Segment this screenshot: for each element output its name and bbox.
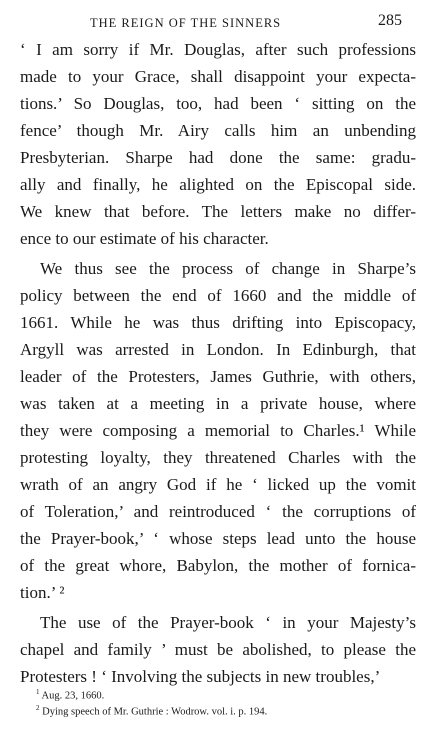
text-line: tions.’ So Douglas, too, had been ‘ sitting on the xyxy=(20,94,416,113)
text-line: Protesters ! ‘ Involving the subjects in new troubles,’ xyxy=(20,667,381,686)
text-line: made to your Grace, shall disappoint your expecta- xyxy=(20,67,416,86)
footnote-text: Aug. 23, 1660. xyxy=(41,690,105,702)
text-line: of the great whore, Babylon, the mother of fornica- xyxy=(20,556,416,575)
text-line: The use of the Prayer-book ‘ in your Majesty’s xyxy=(40,613,416,632)
text-line: the Prayer-book,’ ‘ whose steps lead unto the house xyxy=(20,529,416,548)
footnote-1 xyxy=(36,688,104,702)
text-line: Presbyterian. Sharpe had done the same: gradu- xyxy=(20,148,416,167)
paragraph xyxy=(20,609,416,690)
running-title: THE REIGN OF THE SINNERS xyxy=(90,16,282,30)
running-header xyxy=(38,10,402,32)
text-line: chapel and family ’ must be abolished, to please the xyxy=(20,640,416,659)
text-line: wrath of an angry God if he ‘ licked up the vomit xyxy=(20,475,416,494)
text-line: was taken at a meeting in a private house, where xyxy=(20,394,416,413)
footnote-2 xyxy=(36,704,267,718)
paragraph xyxy=(20,36,416,252)
text-line: fence’ though Mr. Airy calls him an unbending xyxy=(20,121,416,140)
text-line: protesting loyalty, they threatened Charles with the xyxy=(20,448,416,467)
footnote-text: Dying speech of Mr. Guthrie : Wodrow. vol. i. p. 194. xyxy=(42,706,268,718)
text-line: tion.’ ² xyxy=(20,583,65,602)
footnote-marker: 2 xyxy=(36,704,40,712)
text-line: We knew that before. The letters make no differ- xyxy=(20,202,416,221)
page-number: 285 xyxy=(378,12,402,29)
body-text xyxy=(20,36,416,690)
text-line: ence to our estimate of his character. xyxy=(20,229,269,248)
paragraph xyxy=(20,255,416,606)
text-line: policy between the end of 1660 and the middle of xyxy=(20,286,416,305)
text-line: Argyll was arrested in London. In Edinburgh, that xyxy=(20,340,416,359)
text-line: leader of the Protesters, James Guthrie, with others, xyxy=(20,367,416,386)
text-line: We thus see the process of change in Sharpe’s xyxy=(40,259,416,278)
text-line: ally and finally, he alighted on the Episcopal side. xyxy=(20,175,416,194)
footnote-marker: 1 xyxy=(36,688,40,696)
text-line: 1661. While he was thus drifting into Episcopacy, xyxy=(20,313,416,332)
text-line: they were composing a memorial to Charles.¹ While xyxy=(20,421,416,440)
text-line: of Toleration,’ and reintroduced ‘ the corruptions of xyxy=(20,502,416,521)
text-line: ‘ I am sorry if Mr. Douglas, after such professions xyxy=(20,40,416,59)
